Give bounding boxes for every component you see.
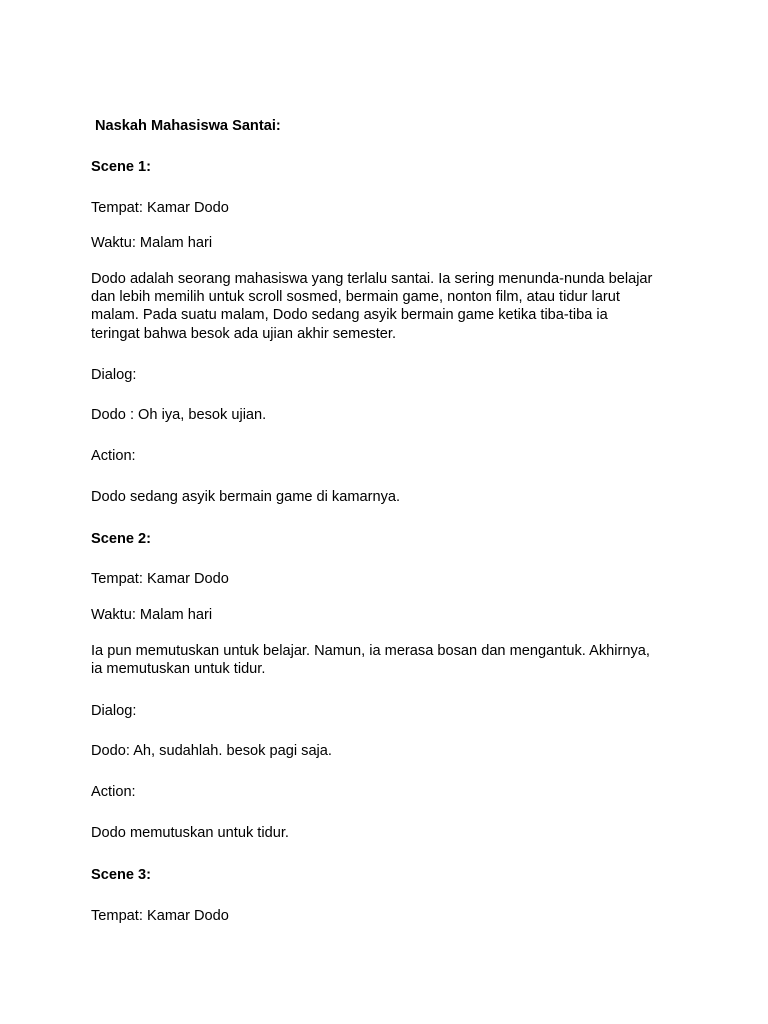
scene-1-heading: Scene 1: [91,159,152,175]
scene-2-description-line: ia memutuskan untuk tidur. [91,661,266,678]
scene-1-description-line: malam. Pada suatu malam, Dodo sedang asyik bermain game ketika tiba-tiba ia [91,307,608,324]
scene-2-action: Dodo memutuskan untuk tidur. [91,825,289,841]
document-title: Naskah Mahasiswa Santai: [95,118,281,134]
scene-1-action: Dodo sedang asyik bermain game di kamarnya. [91,489,401,505]
scene-1-description-line: dan lebih memilih untuk scroll sosmed, bermain game, nonton film, atau tidur larut [91,289,620,306]
scene-2-waktu: Waktu: Malam hari [91,607,213,623]
scene-2-heading: Scene 2: [91,531,152,547]
scene-1-dialog-label: Dialog: [91,367,137,383]
scene-1-dialog: Dodo : Oh iya, besok ujian. [91,407,267,423]
scene-2-tempat: Tempat: Kamar Dodo [91,571,229,587]
scene-1-waktu: Waktu: Malam hari [91,235,213,251]
scene-3-tempat: Tempat: Kamar Dodo [91,908,229,924]
scene-1-description-line: teringat bahwa besok ada ujian akhir semester. [91,325,397,342]
scene-2-action-label: Action: [91,784,136,800]
scene-2-description-line: Ia pun memutuskan untuk belajar. Namun, ia merasa bosan dan mengantuk. Akhirnya, [91,643,650,659]
scene-1-description [91,270,652,343]
scene-1-description-line: Dodo adalah seorang mahasiswa yang terlalu santai. Ia sering menunda-nunda belajar [91,271,653,287]
scene-2-description [91,642,650,678]
scene-1-action-label: Action: [91,448,136,464]
scene-3-heading: Scene 3: [91,867,152,883]
scene-2-dialog: Dodo: Ah, sudahlah. besok pagi saja. [91,743,332,759]
scene-2-dialog-label: Dialog: [91,703,137,719]
scene-1-tempat: Tempat: Kamar Dodo [91,200,229,216]
